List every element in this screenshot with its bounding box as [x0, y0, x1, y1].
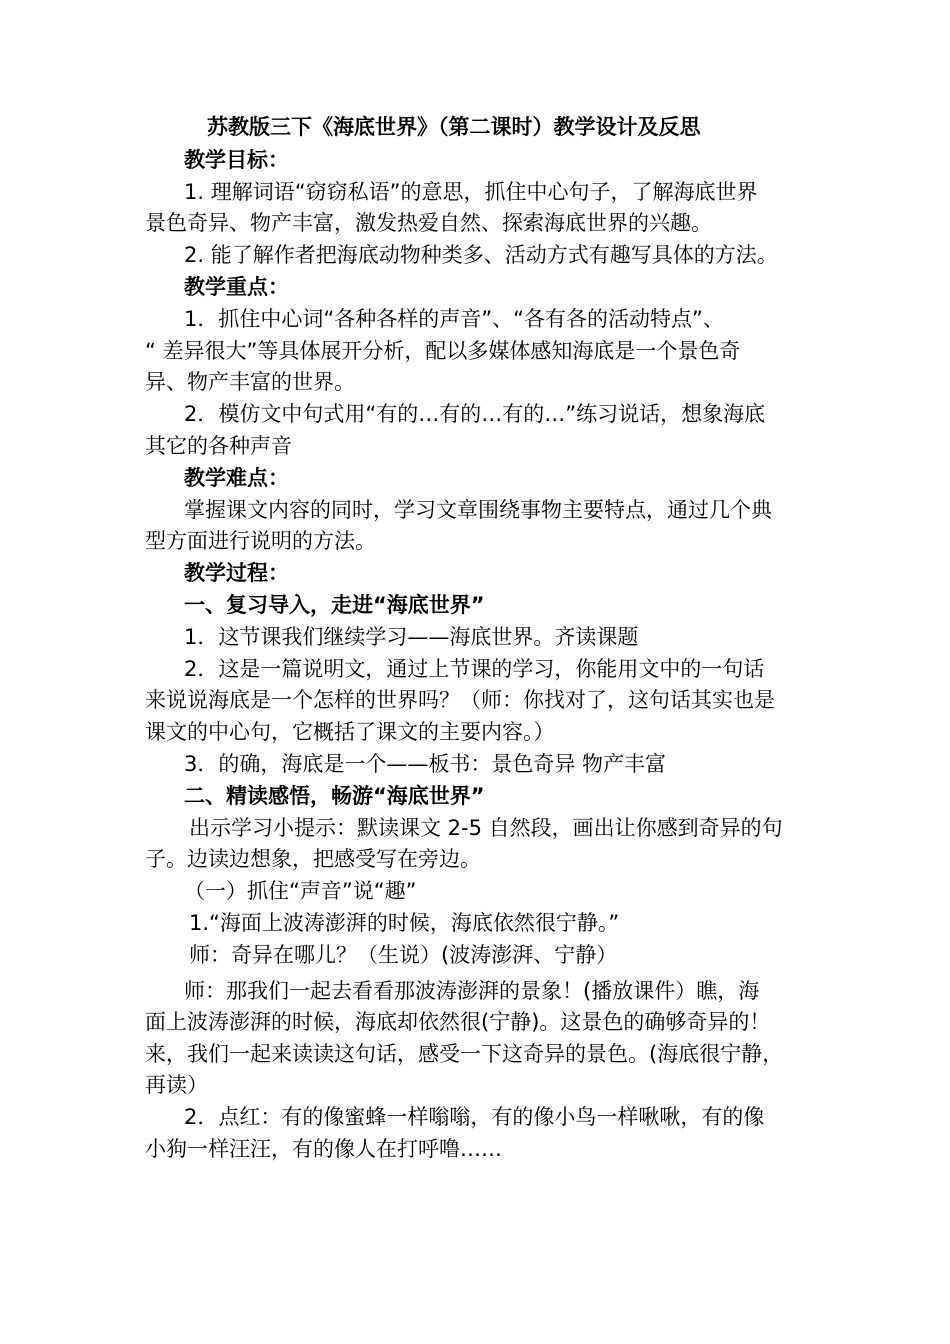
paragraph-line: 2．点红：有的像蜜蜂一样嗡嗡，有的像小鸟一样啾啾，有的像	[184, 1105, 765, 1129]
heading-teaching-objectives: 教学目标：	[184, 148, 289, 172]
paragraph-line: 1.“海面上波涛澎湃的时候，海底依然很宁静。”	[189, 911, 620, 935]
paragraph-line: 1. 理解词语“窃窃私语”的意思，抓住中心句子，了解海底世界	[184, 180, 758, 204]
paragraph-line: 来说说海底是一个怎样的世界吗？（师：你找对了，这句话其实也是	[145, 688, 775, 712]
paragraph-line: 掌握课文内容的同时，学习文章围绕事物主要特点，通过几个典	[184, 498, 772, 522]
subsection-heading: （一）抓住“声音”说“趣”	[184, 879, 417, 903]
paragraph-line: 小狗一样汪汪，有的像人在打呼噜……	[145, 1137, 502, 1161]
paragraph-line: 1．抓住中心词“各种各样的声音”、“各有各的活动特点”、	[184, 307, 724, 331]
heading-teaching-process: 教学过程：	[184, 561, 289, 585]
paragraph-line: 其它的各种声音	[145, 434, 292, 458]
paragraph-line: 再读）	[145, 1073, 208, 1097]
paragraph-line: 师：奇异在哪儿？（生说）(波涛澎湃、宁静）	[189, 943, 618, 967]
paragraph-line: 课文的中心句，它概括了课文的主要内容。）	[145, 720, 555, 744]
paragraph-line: 来，我们一起来读读这句话，感受一下这奇异的景色。(海底很宁静，	[145, 1042, 784, 1066]
paragraph-line: 1．这节课我们继续学习——海底世界。齐读课题	[184, 625, 639, 649]
paragraph-line: 3．的确，海底是一个——板书：景色奇异 物产丰富	[184, 752, 667, 776]
paragraph-line: 师：那我们一起去看看那波涛澎湃的景象！(播放课件）瞧，海	[184, 979, 760, 1003]
section-heading: 二、精读感悟，畅游“海底世界”	[184, 784, 485, 808]
paragraph-line: 2．这是一篇说明文，通过上节课的学习，你能用文中的一句话	[184, 657, 765, 681]
paragraph-line: 型方面进行说明的方法。	[145, 529, 376, 553]
paragraph-line: 2．模仿文中句式用“有的…有的…有的…”练习说话，想象海底	[184, 402, 766, 426]
heading-teaching-focus: 教学重点：	[184, 275, 289, 299]
paragraph-line: 出示学习小提示：默读课文 2-5 自然段，画出让你感到奇异的句	[189, 816, 783, 840]
document-title: 苏教版三下《海底世界》（第二课时）教学设计及反思	[207, 115, 701, 139]
paragraph-line: 2. 能了解作者把海底动物种类多、活动方式有趣写具体的方法。	[184, 243, 778, 267]
paragraph-line: 面上波涛澎湃的时候，海底却依然很(宁静)。这景色的确够奇异的！	[145, 1010, 771, 1034]
paragraph-line: 异、物产丰富的世界。	[145, 370, 355, 394]
heading-teaching-difficulty: 教学难点：	[184, 466, 289, 490]
section-heading: 一、复习导入，走进“海底世界”	[184, 593, 485, 617]
paragraph-line: “ 差异很大”等具体展开分析，配以多媒体感知海底是一个景色奇	[145, 339, 741, 363]
paragraph-line: 景色奇异、物产丰富，激发热爱自然、探索海底世界的兴趣。	[145, 211, 712, 235]
paragraph-line: 子。边读边想象，把感受写在旁边。	[145, 847, 481, 871]
